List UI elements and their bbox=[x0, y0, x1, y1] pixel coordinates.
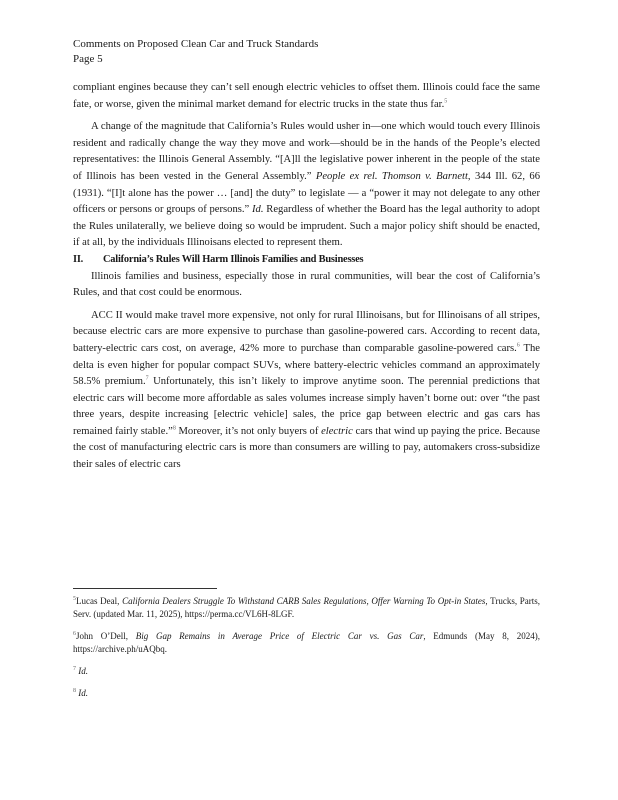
paragraph-3-text: Illinois families and business, especially those in rural communities, will bear the cost of California’s Rules, and that cost could be enormous. bbox=[73, 270, 540, 299]
paragraph-4-text-a: ACC II would make travel more expensive, not only for rural Illinoisans, but for Illinoisans of all stripes, because electric cars are more expensive to purchase than gasoline-powered cars. According to recent data, battery-electric cars cost, on average, 42% more to purchase than comparable gasoline-powered cars. bbox=[73, 309, 540, 354]
header-page-number: Page 5 bbox=[73, 52, 103, 65]
footnote-6-number: 6 bbox=[73, 631, 76, 637]
header-title: Comments on Proposed Clean Car and Truck Standards bbox=[73, 38, 319, 50]
footnote-7 bbox=[73, 665, 540, 678]
footnote-8-number: 8 bbox=[73, 688, 76, 694]
footnote-5-author: Lucas Deal, bbox=[76, 596, 123, 606]
body-text bbox=[73, 80, 540, 474]
footnote-8 bbox=[73, 687, 540, 700]
paragraph-1 bbox=[73, 80, 540, 113]
footnote-ref-6: 6 bbox=[516, 342, 520, 349]
footnote-ref-5: 5 bbox=[444, 98, 448, 105]
section-heading bbox=[73, 252, 540, 269]
footnotes bbox=[73, 595, 540, 709]
footnote-ref-7: 7 bbox=[145, 375, 149, 382]
paragraph-4-emphasis: electric bbox=[321, 425, 353, 437]
case-citation: People ex rel. Thomson v. Barnett bbox=[315, 170, 468, 182]
paragraph-4-text-b: The delta is even higher for popular compact SUVs, where battery-electric vehicles command an approximately 58.5% premium. bbox=[73, 342, 540, 388]
id-citation: Id. bbox=[252, 204, 264, 216]
page-header bbox=[73, 37, 318, 66]
paragraph-4-text-d: Moreover, it’s not only buyers of bbox=[175, 425, 322, 437]
footnote-ref-8: 8 bbox=[172, 425, 176, 432]
paragraph-4-text-e: cars that wind up paying the price. Because the cost of manufacturing electric cars is more than consumers are willing to pay, automakers cross-subsidize their sales of electric cars bbox=[73, 425, 540, 471]
footnote-6 bbox=[73, 630, 540, 656]
footnote-6-source: , Edmunds (May 8, 2024), https://archive.ph/uAQbq. bbox=[73, 631, 540, 654]
paragraph-2-text-b: , 344 Ill. 62, 66 (1931). “[I]t alone has the power … [and] the duty” to legislate — a “power it may not delegate to any other officers or persons or groups of persons.” bbox=[73, 170, 540, 216]
section-title: California’s Rules Will Harm Illinois Families and Businesses bbox=[103, 253, 364, 265]
paragraph-2-text-c: Regardless of whether the Board has the legal authority to adopt the Rules unilaterally, we believe doing so would be imprudent. Such a major policy shift should be enacted, if at all, by the individuals Illinoisans elected to represent them. bbox=[73, 204, 540, 249]
footnote-5-title: California Dealers Struggle To Withstand CARB Sales Regulations, Offer Warning To Opt-in States bbox=[122, 596, 486, 606]
paragraph-2-text-a: A change of the magnitude that California’s Rules would usher in—one which would touch every Illinois resident and radically change the way they move and work—should be in the hands of the People’s elected representatives: the Illinois General Assembly. “[A]ll the legislative power inherent in the people of the state of Illinois has been vested in the General Assembly.” bbox=[73, 121, 540, 182]
footnote-separator bbox=[73, 588, 217, 589]
section-number: II. bbox=[73, 253, 84, 265]
footnote-7-number: 7 bbox=[73, 666, 76, 672]
paragraph-4 bbox=[73, 308, 540, 474]
footnote-6-author: John O’Dell, bbox=[76, 631, 136, 641]
paragraph-1-text: compliant engines because they can’t sell enough electric vehicles to offset them. Illinois could face the same fate, or worse, given the minimal market demand for electric trucks in the state thus far. bbox=[73, 82, 540, 110]
paragraph-3 bbox=[73, 269, 540, 302]
paragraph-4-text-c: Unfortunately, this isn’t likely to improve anytime soon. The perennial predictions that electric cars will become more affordable as sales volumes increase simply haven’t borne out: over “the past three years, despite increasing [electric vehicle] sales, the price gap between electric and gas cars has remained fairly stable.” bbox=[73, 376, 540, 437]
footnote-7-text: Id. bbox=[78, 666, 88, 676]
footnote-6-title: Big Gap Remains in Average Price of Electric Car vs. Gas Car bbox=[135, 631, 424, 641]
paragraph-2 bbox=[73, 119, 540, 252]
footnote-5-number: 5 bbox=[73, 596, 76, 602]
footnote-5-source: , Trucks, Parts, Serv. (updated Mar. 11, 2025), https://perma.cc/VL6H-8LGF. bbox=[73, 596, 540, 619]
footnote-8-text: Id. bbox=[78, 688, 88, 698]
footnote-5 bbox=[73, 595, 540, 621]
